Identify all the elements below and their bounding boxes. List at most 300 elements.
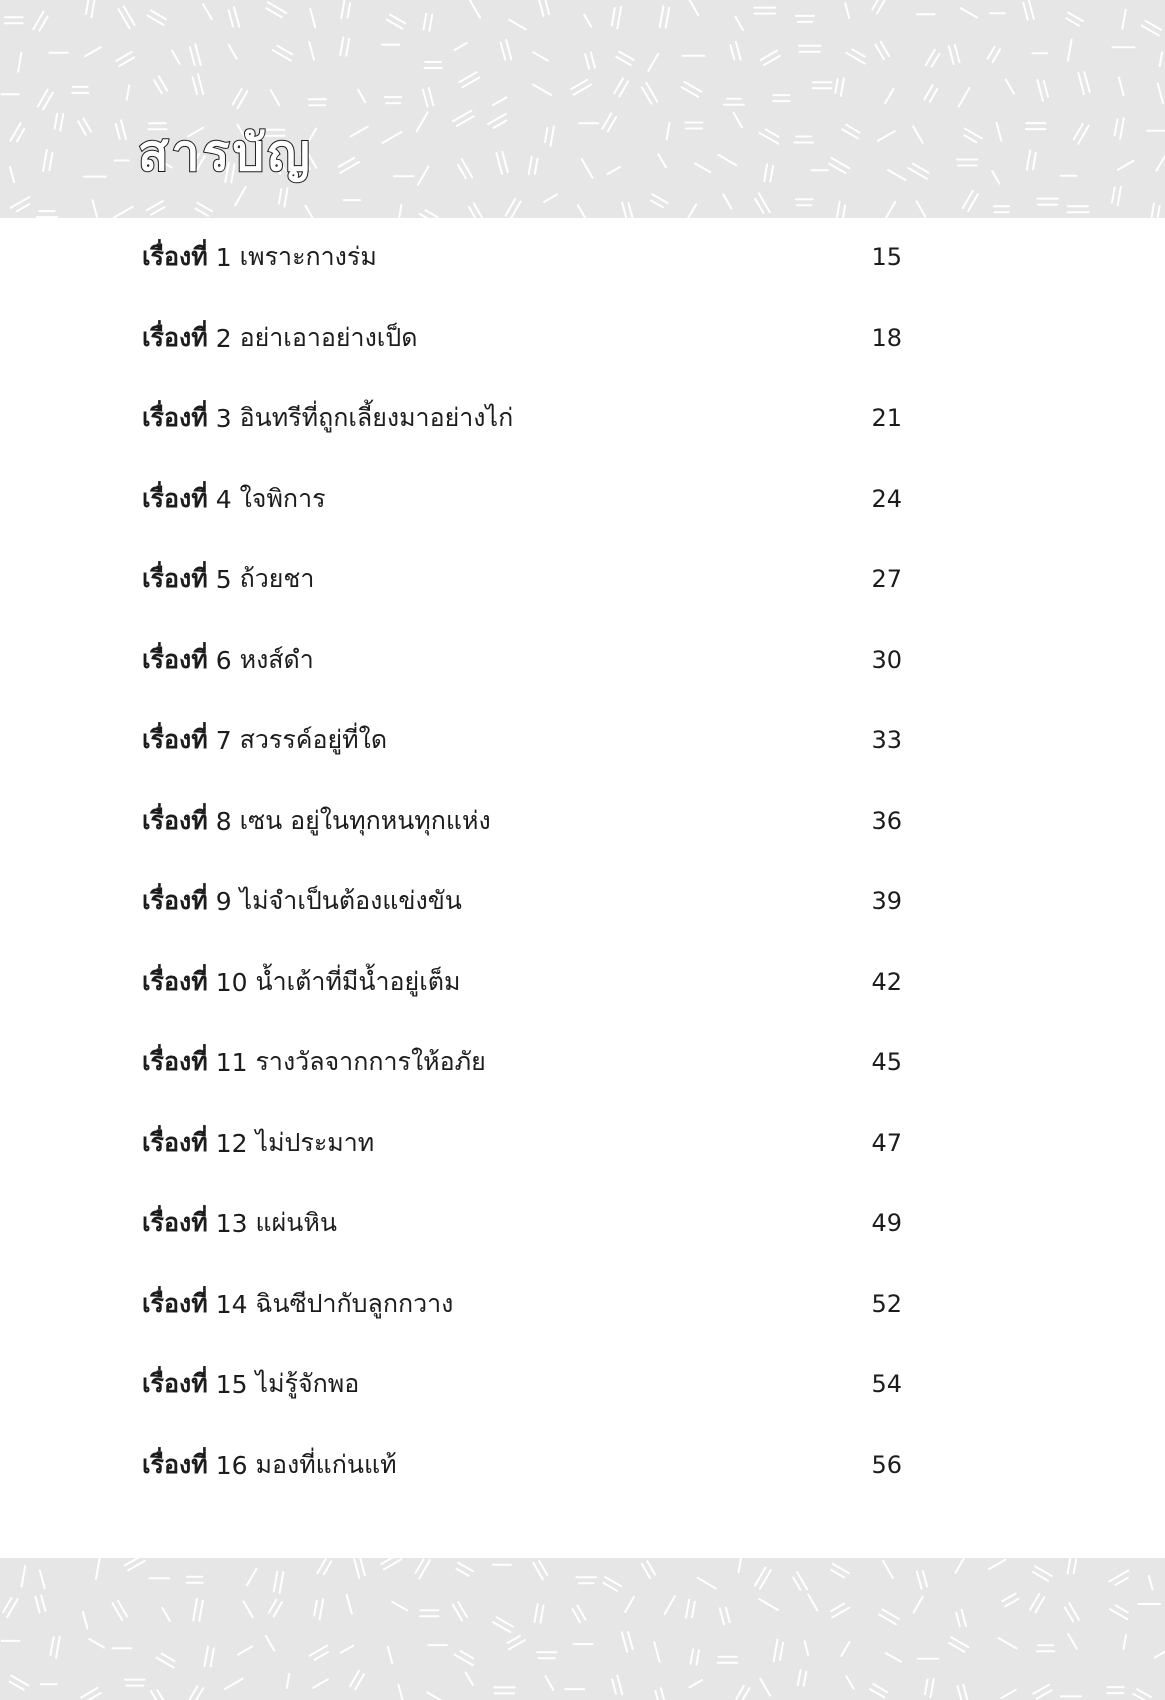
- pattern-dash: [578, 205, 586, 218]
- pattern-dash: [533, 52, 548, 61]
- pattern-dash: [17, 204, 29, 211]
- entry-label: เรื่องที่: [142, 645, 208, 674]
- pattern-dash: [41, 1595, 45, 1611]
- pattern-dash: [735, 17, 743, 30]
- pattern-dash: [808, 1594, 817, 1610]
- pattern-dash: [10, 167, 14, 183]
- pattern-dash: [883, 1561, 893, 1578]
- pattern-dash: [698, 1578, 716, 1589]
- entry-page: 33: [871, 726, 902, 754]
- entry-page: 52: [871, 1290, 902, 1318]
- pattern-dash: [877, 0, 886, 13]
- entry-page: 39: [871, 887, 902, 915]
- pattern-dash: [665, 1596, 675, 1614]
- entry-number: 16: [215, 1450, 248, 1480]
- pattern-dash: [358, 89, 365, 102]
- entry-page: 36: [871, 807, 902, 835]
- pattern-dash: [399, 205, 402, 218]
- pattern-dash: [429, 15, 432, 31]
- pattern-dash: [1137, 1689, 1151, 1697]
- pattern-dash: [529, 157, 532, 175]
- pattern-dash: [551, 127, 554, 146]
- pattern-dash: [494, 121, 507, 129]
- pattern-dash: [535, 1604, 538, 1622]
- toc-entry[interactable]: [142, 1037, 902, 1087]
- pattern-dash: [1065, 1608, 1073, 1622]
- entry-label: เรื่องที่: [142, 323, 208, 352]
- entry-number: 15: [215, 1369, 248, 1399]
- pattern-dash: [988, 47, 995, 59]
- pattern-dash: [622, 203, 627, 218]
- pattern-dash: [244, 1602, 253, 1618]
- pattern-dash: [836, 202, 840, 219]
- pattern-dash: [617, 1676, 622, 1695]
- pattern-dash: [310, 9, 315, 28]
- toc-entry[interactable]: [142, 635, 902, 685]
- pattern-dash: [203, 4, 212, 19]
- pattern-dash: [591, 53, 595, 68]
- pattern-dash: [238, 1647, 252, 1655]
- entry-number: 4: [215, 484, 232, 514]
- pattern-dash: [18, 53, 21, 72]
- pattern-dash: [993, 49, 1000, 62]
- pattern-dash: [736, 42, 741, 60]
- entry-title: เพราะกางร่ม: [239, 242, 377, 271]
- pattern-dash: [455, 43, 467, 50]
- pattern-dash: [841, 1642, 849, 1656]
- entry-page: 54: [871, 1370, 902, 1398]
- entry-number: 9: [215, 886, 232, 916]
- entry-title: ไม่จำเป็นต้องแข่งขัน: [239, 886, 462, 915]
- pattern-dash: [280, 1572, 284, 1593]
- entry-number: 11: [215, 1047, 248, 1077]
- pattern-dash: [320, 1599, 324, 1619]
- pattern-dash: [501, 43, 506, 60]
- entry-number: 2: [215, 323, 232, 353]
- pattern-dash: [831, 1604, 844, 1612]
- pattern-dash: [917, 1572, 922, 1589]
- pattern-dash: [718, 155, 736, 165]
- pattern-dash: [1151, 204, 1155, 219]
- pattern-dash: [247, 1569, 257, 1586]
- toc-entry[interactable]: [142, 957, 902, 1007]
- pattern-dash: [190, 47, 195, 65]
- pattern-dash: [127, 85, 130, 100]
- pattern-dash: [573, 1609, 581, 1622]
- pattern-dash: [315, 1652, 328, 1660]
- entry-label: เรื่องที่: [142, 1047, 208, 1076]
- pattern-dash: [798, 1670, 801, 1685]
- pattern-dash: [1002, 1594, 1016, 1602]
- pattern-dash: [852, 49, 865, 56]
- entry-page: 47: [871, 1129, 902, 1157]
- pattern-dash: [873, 1684, 887, 1692]
- pattern-dash: [648, 54, 658, 71]
- pattern-dash: [121, 120, 126, 139]
- toc-entry[interactable]: [142, 796, 902, 846]
- pattern-dash: [426, 210, 438, 217]
- entry-number: 3: [215, 403, 232, 433]
- entry-page: 49: [871, 1209, 902, 1237]
- toc-entry[interactable]: [142, 1118, 902, 1168]
- toc-entry[interactable]: [142, 1279, 902, 1329]
- pattern-dash: [279, 189, 282, 204]
- pattern-dash: [760, 1679, 770, 1696]
- pattern-dash: [845, 3, 849, 18]
- pattern-dash: [93, 200, 98, 218]
- entry-page: 24: [871, 485, 902, 513]
- pattern-dash: [962, 1610, 966, 1627]
- pattern-dash: [999, 1638, 1017, 1648]
- pattern-dash: [162, 1654, 175, 1662]
- toc-entry[interactable]: [142, 554, 902, 604]
- pattern-dash: [284, 188, 287, 207]
- pattern-dash: [888, 170, 905, 180]
- pattern-dash: [40, 1571, 45, 1589]
- header-pattern-band: [0, 0, 1165, 218]
- pattern-dash: [846, 1676, 853, 1689]
- pattern-dash: [956, 1613, 960, 1627]
- pattern-dash: [726, 1608, 730, 1623]
- pattern-dash: [225, 1679, 243, 1689]
- pattern-dash: [89, 1639, 104, 1648]
- pattern-dash: [314, 1601, 317, 1616]
- toc-entry[interactable]: [142, 313, 902, 363]
- pattern-dash: [917, 201, 926, 216]
- toc-entry[interactable]: [142, 393, 902, 443]
- entry-page: 21: [871, 404, 902, 432]
- pattern-dash: [1116, 1605, 1128, 1612]
- pattern-dash: [1160, 52, 1163, 66]
- entry-number: 13: [215, 1208, 248, 1238]
- pattern-dash: [234, 7, 239, 27]
- entry-label: เรื่องที่: [142, 1369, 208, 1398]
- pattern-dash: [423, 90, 428, 107]
- pattern-dash: [457, 1569, 469, 1576]
- pattern-dash: [348, 3, 351, 17]
- pattern-dash: [608, 167, 620, 174]
- pattern-dash: [1029, 1, 1034, 19]
- pattern-dash: [1124, 1635, 1127, 1649]
- pattern-dash: [466, 1673, 473, 1685]
- pattern-dash: [989, 1560, 1006, 1570]
- pattern-dash: [697, 1650, 700, 1665]
- entry-number: 7: [215, 725, 232, 755]
- entry-title: สวรรค์อยู่ที่ใด: [239, 725, 388, 754]
- pattern-dash: [346, 39, 349, 56]
- pattern-dash: [1155, 1649, 1165, 1658]
- pattern-dash: [470, 0, 481, 18]
- pattern-dash: [458, 165, 466, 179]
- pattern-dash: [92, 0, 95, 17]
- pattern-dash: [427, 1693, 441, 1700]
- pattern-dash: [739, 1558, 742, 1572]
- pattern-dash: [846, 125, 859, 133]
- pattern-dash: [211, 1648, 214, 1666]
- pattern-dash: [1115, 119, 1118, 135]
- pattern-dash: [1084, 72, 1089, 92]
- pattern-dash: [661, 1688, 666, 1700]
- pattern-dash: [1118, 161, 1134, 170]
- pattern-dash: [930, 89, 938, 102]
- pattern-dash: [306, 206, 314, 218]
- pattern-dash: [1112, 187, 1115, 202]
- entry-page: 15: [871, 243, 902, 271]
- pattern-dash: [324, 1561, 332, 1574]
- entry-page: 27: [871, 565, 902, 593]
- pattern-dash: [964, 135, 976, 142]
- entry-title: อย่าเอาอย่างเป็ด: [239, 323, 418, 352]
- pattern-dash: [1157, 206, 1160, 218]
- pattern-dash: [533, 85, 551, 96]
- entry-label: เรื่องที่: [142, 242, 208, 271]
- pattern-dash: [17, 129, 24, 142]
- pattern-dash: [689, 1680, 702, 1687]
- pattern-dash: [1001, 1690, 1015, 1698]
- pattern-dash: [1033, 153, 1036, 170]
- pattern-dash: [193, 77, 198, 94]
- entry-page: 30: [871, 646, 902, 674]
- pattern-dash: [958, 1686, 963, 1700]
- pattern-dash: [541, 1605, 544, 1622]
- pattern-dash: [1027, 150, 1030, 169]
- pattern-dash: [647, 1561, 655, 1574]
- pattern-dash: [199, 1601, 203, 1621]
- pattern-dash: [688, 0, 698, 15]
- entry-title: แผ่นหิน: [255, 1208, 337, 1237]
- entry-number: 6: [215, 645, 232, 675]
- pattern-dash: [56, 1637, 60, 1658]
- pattern-dash: [622, 1632, 627, 1652]
- pattern-dash: [83, 118, 91, 131]
- pattern-dash: [271, 90, 280, 105]
- entry-page: 45: [871, 1048, 902, 1076]
- pattern-dash: [723, 194, 731, 208]
- pattern-dash: [154, 80, 162, 93]
- pattern-dash: [1023, 3, 1028, 20]
- entry-title: น้ำเต้าที่มีน้ำอยู่เต็ม: [255, 967, 461, 996]
- pattern-dash: [85, 47, 101, 56]
- pattern-dash: [770, 166, 773, 182]
- pattern-dash: [1006, 80, 1014, 94]
- pattern-dash: [360, 1558, 365, 1575]
- pattern-dash: [418, 166, 429, 185]
- pattern-dash: [617, 7, 621, 29]
- entry-title: มองที่แก่นแท้: [255, 1450, 397, 1479]
- pattern-dash: [506, 40, 511, 59]
- pattern-dash: [774, 1640, 778, 1662]
- entry-number: 8: [215, 806, 232, 836]
- pattern-dash: [347, 1595, 352, 1614]
- pattern-dash: [992, 171, 999, 184]
- pattern-dash: [545, 0, 549, 14]
- entry-title: รางวัลจากการให้อภัย: [255, 1047, 486, 1076]
- pattern-dash: [35, 1597, 39, 1613]
- pattern-dash: [193, 1599, 197, 1621]
- pattern-dash: [923, 1571, 927, 1587]
- pattern-dash: [654, 1642, 659, 1662]
- entry-title: ถ้วยชา: [239, 564, 315, 593]
- pattern-dash: [1078, 73, 1084, 94]
- entry-number: 12: [215, 1128, 248, 1158]
- pattern-dash: [83, 1612, 88, 1629]
- pattern-dash: [399, 1685, 405, 1700]
- toc-entry[interactable]: [142, 474, 902, 524]
- pattern-dash: [545, 128, 548, 143]
- pattern-dash: [961, 8, 978, 18]
- pattern-dash: [628, 1632, 633, 1649]
- pattern-dash: [205, 1647, 209, 1667]
- pattern-dash: [804, 1672, 807, 1686]
- pattern-dash: [539, 1561, 547, 1575]
- entry-label: เรื่องที่: [142, 806, 208, 835]
- pattern-dash: [734, 113, 742, 128]
- footer-pattern-band: [0, 1558, 1165, 1700]
- entry-label: เรื่องที่: [142, 725, 208, 754]
- pattern-dash: [172, 51, 180, 64]
- pattern-dash: [1157, 156, 1165, 171]
- entry-title: เซน อยู่ในทุกหนทุกแห่ง: [239, 806, 491, 835]
- pattern-dash: [931, 1679, 934, 1697]
- pattern-dash: [545, 1676, 553, 1690]
- entry-label: เรื่องที่: [142, 1450, 208, 1479]
- pattern-dash: [841, 78, 844, 96]
- pattern-dash: [269, 1600, 277, 1613]
- pattern-dash: [651, 200, 663, 207]
- pattern-dash: [686, 1600, 689, 1618]
- pattern-dash: [914, 1597, 923, 1613]
- pattern-dash: [22, 1566, 26, 1586]
- pattern-dash: [925, 1680, 928, 1695]
- pattern-dash: [604, 1583, 617, 1591]
- pattern-dash: [1066, 18, 1079, 25]
- pattern-dash: [539, 0, 543, 16]
- entry-page: 18: [871, 324, 902, 352]
- pattern-dash: [963, 1685, 968, 1700]
- pattern-dash: [341, 1, 344, 18]
- entry-number: 1: [215, 242, 232, 272]
- pattern-dash: [496, 153, 502, 174]
- entry-page: 42: [871, 968, 902, 996]
- pattern-dash: [86, 0, 89, 14]
- pattern-dash: [1005, 1599, 1018, 1607]
- pattern-dash: [429, 88, 434, 105]
- pattern-dash: [780, 1643, 783, 1660]
- entry-label: เรื่องที่: [142, 403, 208, 432]
- entry-title: อินทรีที่ถูกเลี้ยงมาอย่างไก่: [239, 403, 514, 432]
- pattern-dash: [842, 205, 845, 218]
- pattern-dash: [544, 194, 557, 202]
- pattern-dash: [793, 1577, 800, 1590]
- pattern-dash: [730, 45, 734, 60]
- pattern-dash: [229, 10, 233, 26]
- pattern-dash: [114, 207, 133, 218]
- entry-title: ไม่รู้จักพอ: [255, 1369, 360, 1398]
- pattern-dash: [60, 114, 63, 131]
- pattern-dash: [766, 129, 779, 137]
- pattern-dash: [116, 124, 120, 139]
- entry-title: หงส์ดำ: [239, 645, 314, 674]
- pattern-dash: [585, 54, 589, 69]
- pattern-dash: [309, 42, 314, 60]
- pattern-dash: [577, 1606, 585, 1620]
- pattern-dash: [666, 8, 670, 28]
- pattern-dash: [1068, 1634, 1077, 1649]
- pattern-dash: [43, 150, 47, 171]
- toc-entry[interactable]: [142, 715, 902, 765]
- pattern-dash: [695, 164, 710, 173]
- dash-pattern: [0, 0, 1165, 218]
- pattern-dash: [1118, 187, 1121, 205]
- entry-number: 5: [215, 564, 232, 594]
- pattern-dash: [1119, 77, 1124, 95]
- entry-title: ฉินซีปากับลูกกวาง: [255, 1289, 454, 1318]
- pattern-dash: [625, 1597, 634, 1612]
- pattern-dash: [885, 89, 893, 103]
- pattern-dash: [424, 14, 427, 30]
- pattern-dash: [509, 20, 525, 30]
- pattern-dash: [313, 1679, 328, 1688]
- pattern-dash: [872, 0, 879, 9]
- pattern-dash: [229, 45, 237, 59]
- pattern-dash: [1068, 1558, 1071, 1574]
- pattern-dash: [956, 1558, 965, 1573]
- pattern-dash: [878, 131, 895, 141]
- entry-title: ไม่ประมาท: [255, 1128, 375, 1157]
- pattern-dash: [642, 1564, 650, 1578]
- pattern-dash: [949, 46, 954, 64]
- pattern-dash: [1158, 84, 1163, 103]
- pattern-dash: [287, 1674, 290, 1688]
- pattern-dash: [96, 1559, 100, 1579]
- pattern-dash: [691, 1649, 694, 1664]
- pattern-dash: [461, 1651, 474, 1658]
- entry-label: เรื่องที่: [142, 967, 208, 996]
- toc-entry[interactable]: [142, 1198, 902, 1248]
- pattern-dash: [913, 126, 923, 142]
- pattern-dash: [884, 202, 895, 218]
- pattern-dash: [658, 154, 666, 167]
- pattern-dash: [997, 123, 1002, 141]
- toc-entry[interactable]: [142, 232, 902, 282]
- pattern-dash: [1044, 81, 1048, 97]
- pattern-dash: [266, 1636, 275, 1651]
- pattern-dash: [660, 6, 664, 27]
- pattern-dash: [736, 1686, 744, 1699]
- entry-number: 14: [215, 1289, 248, 1319]
- pattern-dash: [198, 74, 203, 94]
- dash-pattern: [0, 1558, 1165, 1700]
- pattern-dash: [720, 1608, 724, 1624]
- pattern-dash: [612, 1680, 616, 1694]
- toc-entry[interactable]: [142, 1440, 902, 1490]
- pattern-dash: [582, 159, 593, 178]
- pattern-dash: [235, 187, 246, 205]
- pattern-dash: [417, 112, 428, 131]
- entry-label: เรื่องที่: [142, 1128, 208, 1157]
- pattern-dash: [195, 209, 208, 216]
- pattern-dash: [49, 153, 52, 171]
- pattern-dash: [1074, 1559, 1077, 1573]
- toc-entry[interactable]: [142, 876, 902, 926]
- toc-entry[interactable]: [142, 1359, 902, 1409]
- pattern-dash: [955, 45, 960, 63]
- page-title: สารบัญ: [138, 124, 313, 182]
- pattern-dash: [40, 17, 48, 31]
- pattern-dash: [1149, 1576, 1153, 1590]
- pattern-dash: [190, 1686, 198, 1699]
- pattern-dash: [195, 44, 201, 65]
